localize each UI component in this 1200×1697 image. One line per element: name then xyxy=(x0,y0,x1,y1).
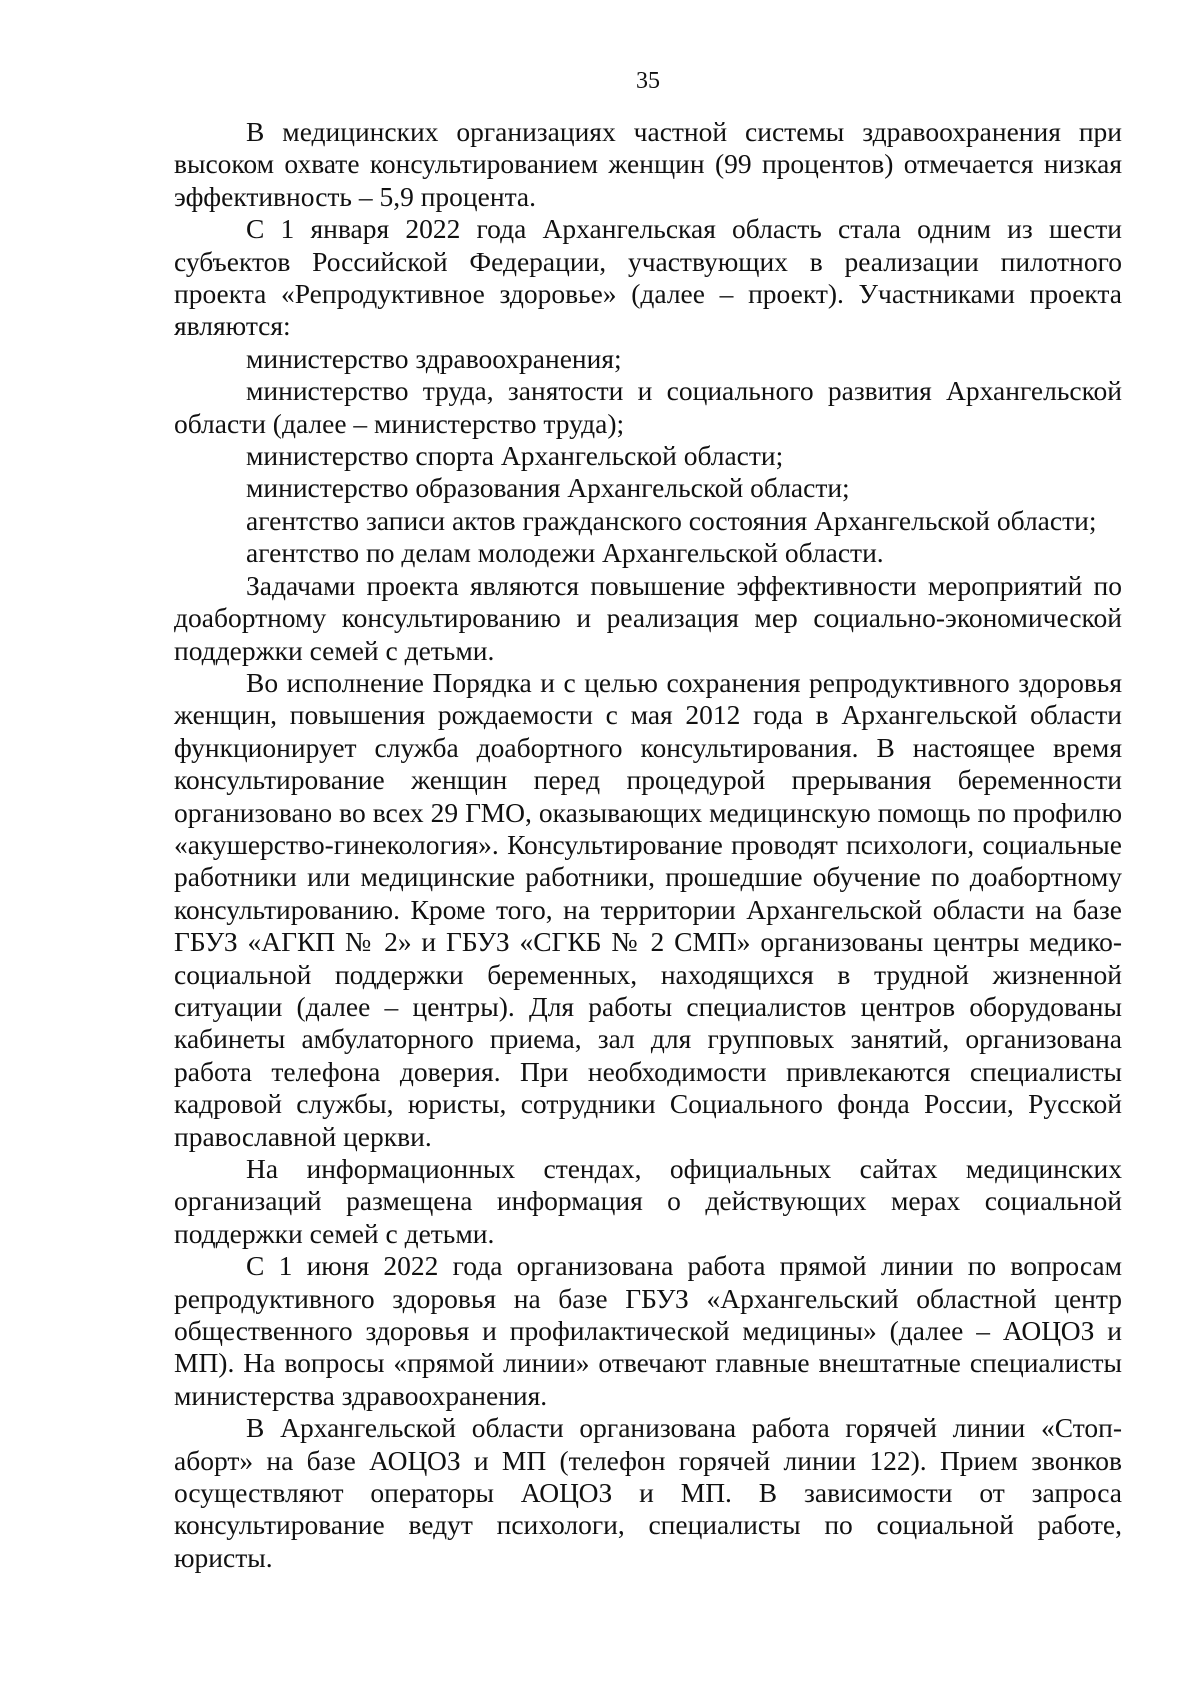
paragraph-direct-line: С 1 июня 2022 года организована работа прямой линии по вопросам репродуктивного здоровья на базе ГБУЗ «Архангельский областной центр общественного здоровья и профилактической медицины» (далее – АОЦОЗ и МП). На вопросы «прямой линии» отвечают главные внештатные специалисты министерства здравоохранения. xyxy=(174,1250,1122,1411)
document-body xyxy=(174,116,1122,1574)
list-item-agency-civil-registry: агентство записи актов гражданского состояния Архангельской области; xyxy=(246,504,1097,536)
paragraph-project-goals: Задачами проекта являются повышение эффективности мероприятий по доабортному консультированию и реализация мер социально-экономической поддержки семей с детьми. xyxy=(174,569,1122,666)
list-item-agency-youth: агентство по делам молодежи Архангельской области. xyxy=(246,537,884,569)
page-number: 35 xyxy=(636,68,660,94)
paragraph-pilot-project: С 1 января 2022 года Архангельская область стала одним из шести субъектов Российской Федерации, участвующих в реализации пилотного проекта «Репродуктивное здоровье» (далее – проект). Участниками проекта являются: xyxy=(174,213,1122,342)
list-item-ministry-sport: министерство спорта Архангельской области; xyxy=(246,440,784,472)
paragraph-information-stands: На информационных стендах, официальных сайтах медицинских организаций размещена информация о действующих мерах социальной поддержки семей с детьми. xyxy=(174,1153,1122,1249)
paragraph-hotline: В Архангельской области организована работа горячей линии «Стоп-аборт» на базе АОЦОЗ и МП (телефон горячей линии 122). Прием звонков осуществляют операторы АОЦОЗ и МП. В зависимости от запроса консультирование ведут психологи, специалисты по социальной работе, юристы. xyxy=(174,1412,1122,1573)
list-item-ministry-health: министерство здравоохранения; xyxy=(246,342,622,374)
paragraph-private-consulting: В медицинских организациях частной системы здравоохранения при высоком охвате консультированием женщин (99 процентов) отмечается низкая эффективность – 5,9 процента. xyxy=(174,116,1122,212)
paragraph-consulting-service: Во исполнение Порядка и с целью сохранения репродуктивного здоровья женщин, повышения рождаемости с мая 2012 года в Архангельской области функционирует служба доабортного консультирования. В настоящее время консультирование женщин перед процедурой прерывания беременности организовано во всех 29 ГМО, оказывающих медицинскую помощь по профилю «акушерство-гинекология». Консультирование проводят психологи, социальные работники или медицинские работники, прошедшие обучение по доабортному консультированию. Кроме того, на территории Архангельской области на базе ГБУЗ «АГКП № 2» и ГБУЗ «СГКБ № 2 СМП» организованы центры медико-социальной поддержки беременных, находящихся в трудной жизненной ситуации (далее – центры). Для работы специалистов центров оборудованы кабинеты амбулаторного приема, зал для групповых занятий, организована работа телефона доверия. При необходимости привлекаются специалисты кадровой службы, юристы, сотрудники Социального фонда России, Русской православной церкви. xyxy=(174,666,1122,1152)
list-item-ministry-education: министерство образования Архангельской области; xyxy=(246,472,850,504)
list-item-ministry-labor: министерство труда, занятости и социального развития Архангельской области (далее – министерство труда); xyxy=(174,375,1122,439)
